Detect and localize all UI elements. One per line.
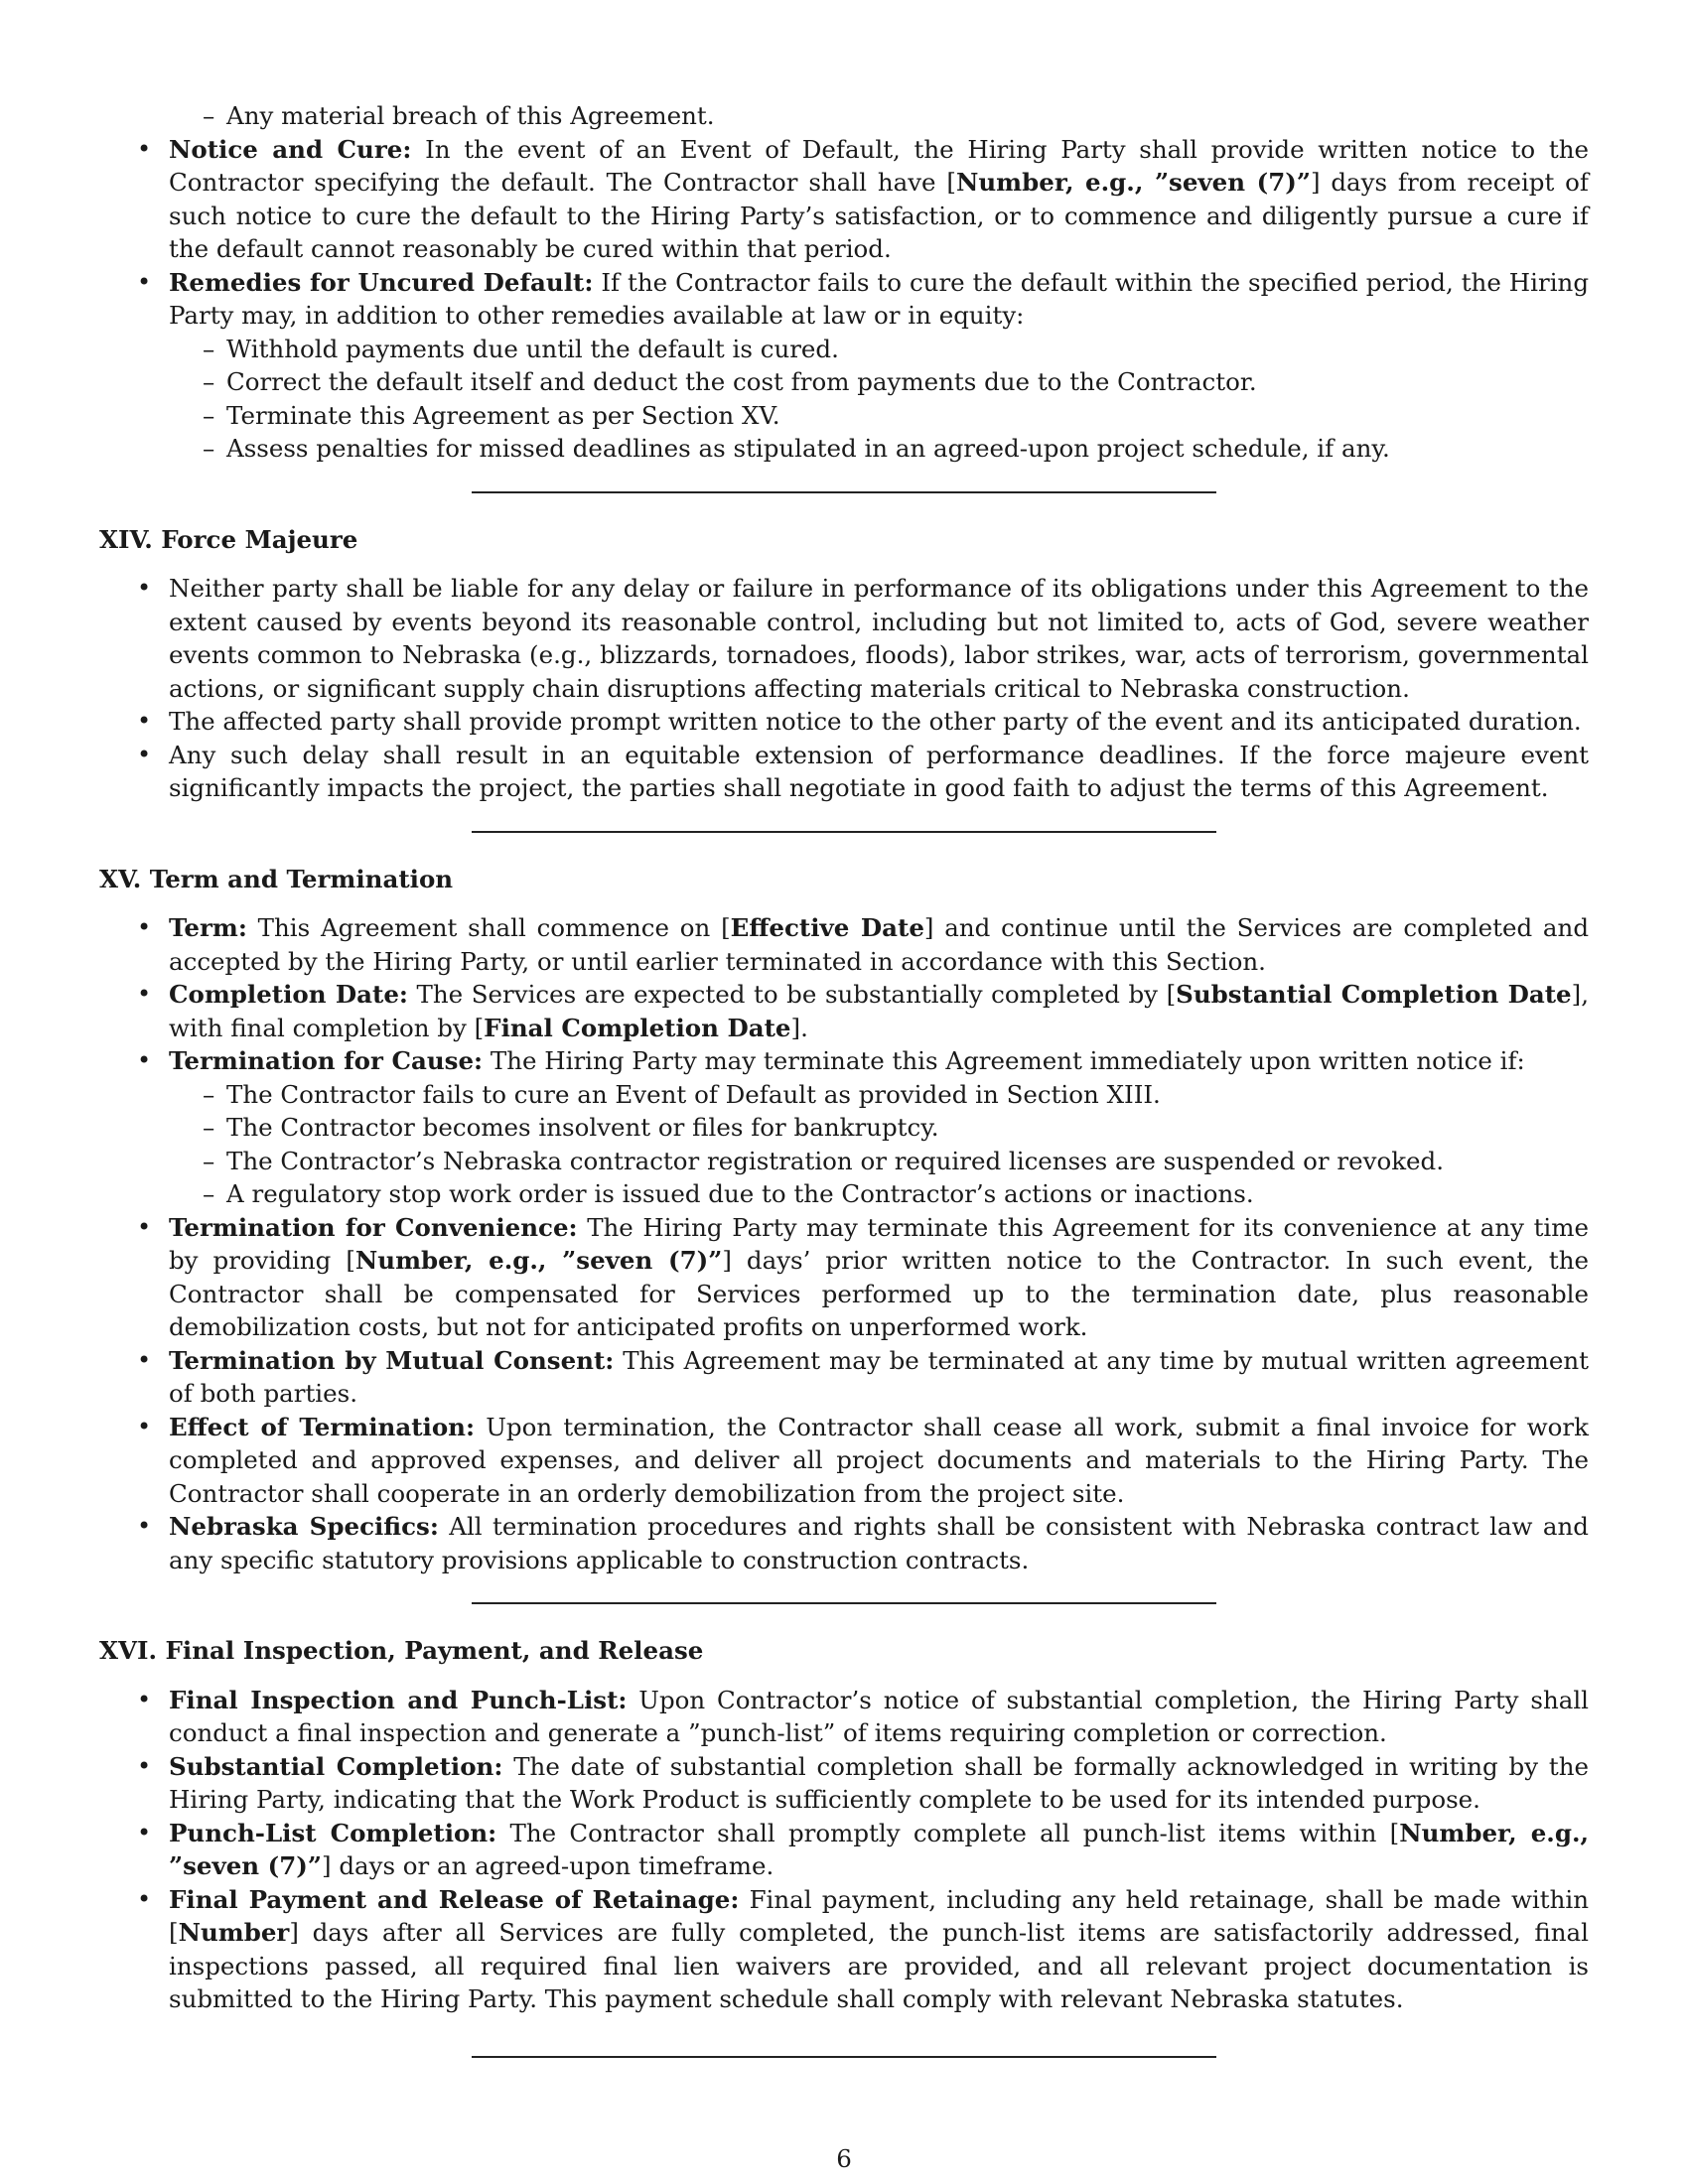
section-15-list xyxy=(99,911,1589,1576)
section-divider xyxy=(472,831,1216,833)
list-item: • Nebraska Specifics: All termination procedures and rights shall be consistent with Nebraska contract law and any specific statutory provisions applicable to construction contracts. xyxy=(99,1510,1589,1576)
list-item: – Any material breach of this Agreement. xyxy=(99,99,1589,133)
item-label: Remedies for Uncured Default: xyxy=(169,267,594,297)
sub-list-item: – Terminate this Agreement as per Section XV. xyxy=(169,399,1589,433)
list-item: • Neither party shall be liable for any delay or failure in performance of its obligations under this Agreement to the extent caused by events beyond its reasonable control, including but not limited to, acts of God, severe weather events common to Nebraska (e.g., blizzards, tornadoes, floods), labor strikes, war, acts of terrorism, governmental actions, or significant supply chain disruptions affecting materials critical to Nebraska construction. xyxy=(99,572,1589,705)
section-divider xyxy=(472,491,1216,493)
document-content xyxy=(99,99,1589,2058)
list-item: • Termination by Mutual Consent: This Agreement may be terminated at any time by mutual written agreement of both parties. xyxy=(99,1344,1589,1411)
section-13-list xyxy=(99,133,1589,466)
section-14-list xyxy=(99,572,1589,805)
list-item: • Remedies for Uncured Default: If the Contractor fails to cure the default within the specified period, the Hiring Party may, in addition to other remedies available at law or in equity: – Withhold payments due until the default is cured. – Correct the default itself and deduct the cost from payments due to the Contractor. – Terminate this Agreement as per Section XV. – Assess penalties for missed deadlines as stipulated in an agreed-upon project schedule, if any. xyxy=(99,266,1589,466)
page-number: 6 xyxy=(836,2144,852,2173)
sub-list xyxy=(169,1078,1589,1211)
item-label: Punch-List Completion: xyxy=(169,1818,497,1847)
section-heading: XV. Term and Termination xyxy=(99,864,454,893)
item-label: Termination for Cause: xyxy=(169,1046,484,1075)
list-item: • Substantial Completion: The date of substantial completion shall be formally acknowledged in writing by the Hiring Party, indicating that the Work Product is sufficiently complete to be used for its intended purpose. xyxy=(99,1750,1589,1817)
list-item: • Termination for Cause: The Hiring Party may terminate this Agreement immediately upon written notice if: – The Contractor fails to cure an Event of Default as provided in Section XIII. – The Contractor becomes insolvent or files for bankruptcy. – The Contractor’s Nebraska contractor registration or required licenses are suspended or revoked. – A regulatory stop work order is issued due to the Contractor’s actions or inactions. xyxy=(99,1044,1589,1211)
list-item: • Term: This Agreement shall commence on [Effective Date] and continue until the Services are completed and accepted by the Hiring Party, or until earlier terminated in accordance with this Section. xyxy=(99,911,1589,978)
list-item: • Effect of Termination: Upon termination, the Contractor shall cease all work, submit a final invoice for work completed and approved expenses, and deliver all project documents and materials to the Hiring Party. The Contractor shall cooperate in an orderly demobilization from the project site. xyxy=(99,1411,1589,1511)
sub-list-item: – The Contractor’s Nebraska contractor registration or required licenses are suspended or revoked. xyxy=(169,1145,1589,1178)
section-divider xyxy=(472,2056,1216,2058)
sub-list-item: – The Contractor fails to cure an Event of Default as provided in Section XIII. xyxy=(169,1078,1589,1112)
sub-list-item: – Assess penalties for missed deadlines as stipulated in an agreed-upon project schedule, if any. xyxy=(169,432,1589,466)
item-label: Notice and Cure: xyxy=(169,134,412,164)
sub-list-item: – Withhold payments due until the default is cured. xyxy=(169,333,1589,366)
item-label: Completion Date: xyxy=(169,980,408,1009)
list-item: • Any such delay shall result in an equitable extension of performance deadlines. If the force majeure event significantly impacts the project, the parties shall negotiate in good faith to adjust the terms of this Agreement. xyxy=(99,739,1589,805)
section-16-list xyxy=(99,1684,1589,2016)
sub-list-item: – Correct the default itself and deduct the cost from payments due to the Contractor. xyxy=(169,365,1589,399)
list-item: • Completion Date: The Services are expected to be substantially completed by [Substantial Completion Date], with final completion by [Final Completion Date]. xyxy=(99,978,1589,1044)
sub-list-item: – The Contractor becomes insolvent or files for bankruptcy. xyxy=(169,1111,1589,1145)
item-label: Termination by Mutual Consent: xyxy=(169,1345,615,1375)
section-divider xyxy=(472,1602,1216,1604)
sub-list-item: – A regulatory stop work order is issued due to the Contractor’s actions or inactions. xyxy=(169,1177,1589,1211)
item-label: Termination for Convenience: xyxy=(169,1212,578,1242)
list-item: • Final Payment and Release of Retainage: Final payment, including any held retainage, shall be made within [Number] days after all Services are fully completed, the punch-list items are satisfactorily addressed, final inspections passed, all required final lien waivers are provided, and all relevant project documentation is submitted to the Hiring Party. This payment schedule shall comply with relevant Nebraska statutes. xyxy=(99,1883,1589,2016)
list-item: • Final Inspection and Punch-List: Upon Contractor’s notice of substantial completion, the Hiring Party shall conduct a final inspection and generate a ”punch-list” of items requiring completion or correction. xyxy=(99,1684,1589,1750)
list-item: • Punch-List Completion: The Contractor shall promptly complete all punch-list items within [Number, e.g., ”seven (7)”] days or an agreed-upon timeframe. xyxy=(99,1817,1589,1883)
item-label: Term: xyxy=(169,913,247,942)
item-label: Effect of Termination: xyxy=(169,1412,476,1441)
sub-list xyxy=(169,333,1589,466)
item-label: Nebraska Specifics: xyxy=(169,1512,439,1541)
list-item: • The affected party shall provide prompt written notice to the other party of the event and its anticipated duration. xyxy=(99,705,1589,739)
list-item: • Termination for Convenience: The Hiring Party may terminate this Agreement for its convenience at any time by providing [Number, e.g., ”seven (7)”] days’ prior written notice to the Contractor. In such event, the Contractor shall be compensated for Services performed up to the termination date, plus reasonable demobilization costs, but not for anticipated profits on unperformed work. xyxy=(99,1211,1589,1344)
section-heading: XVI. Final Inspection, Payment, and Release xyxy=(99,1636,704,1665)
item-label: Final Inspection and Punch-List: xyxy=(169,1685,628,1714)
list-item: • Notice and Cure: In the event of an Event of Default, the Hiring Party shall provide written notice to the Contractor specifying the default. The Contractor shall have [Number, e.g., ”seven (7)”] days from receipt of such notice to cure the default to the Hiring Party’s satisfaction, or to commence and diligently pursue a cure if the default cannot reasonably be cured within that period. xyxy=(99,133,1589,266)
section-heading: XIV. Force Majeure xyxy=(99,524,358,554)
item-label: Final Payment and Release of Retainage: xyxy=(169,1884,740,1914)
item-label: Substantial Completion: xyxy=(169,1751,503,1781)
